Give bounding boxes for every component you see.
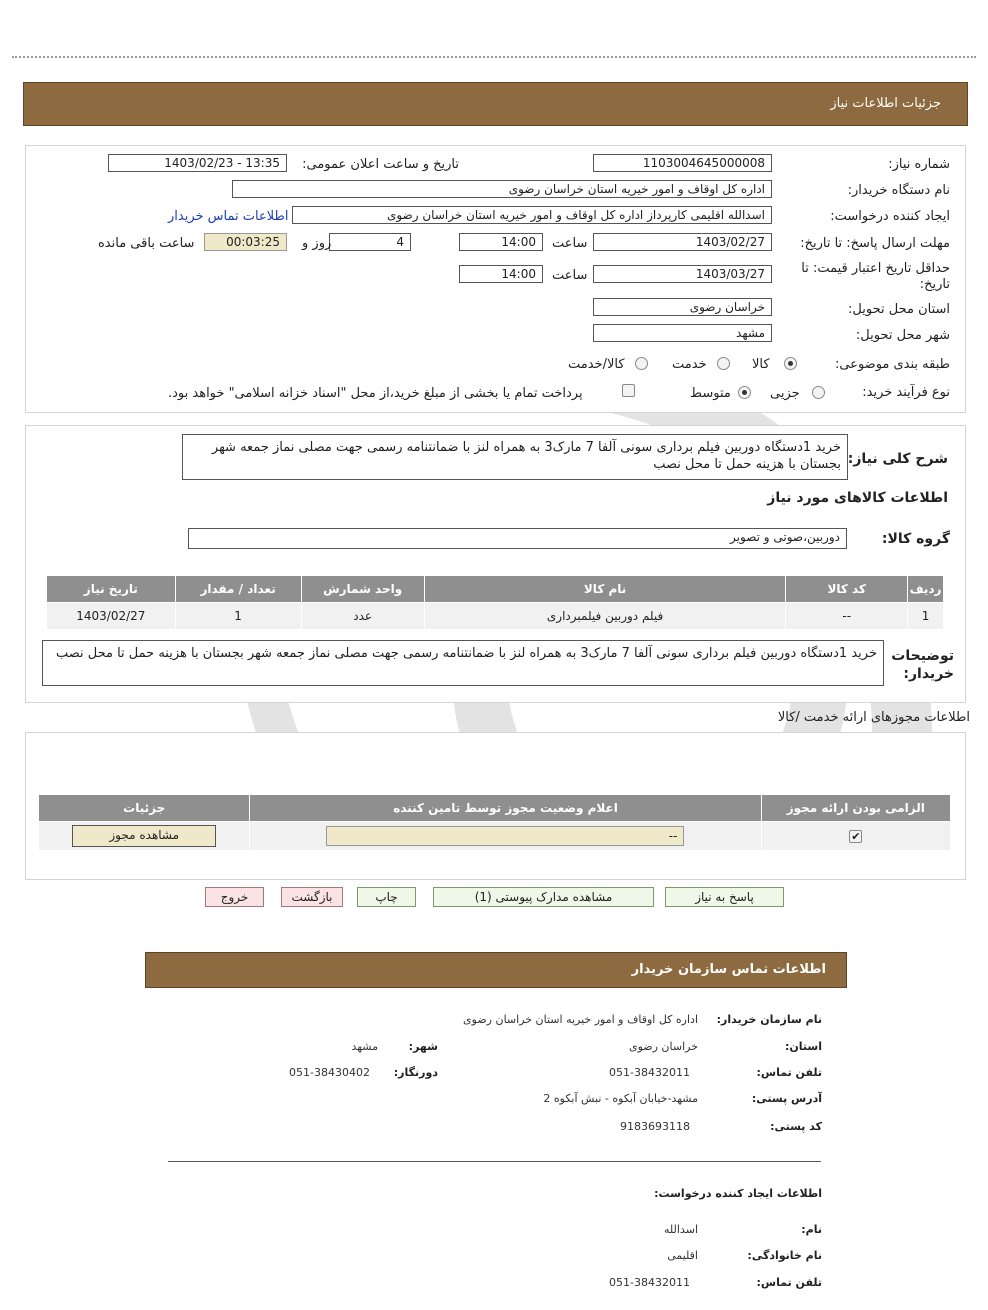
deadline-date-field: 1403/02/27 (593, 233, 772, 251)
process-medium-label: متوسط (690, 386, 731, 401)
creator-field: اسدالله اقلیمی کارپرداز اداره کل اوقاف و امور خیریه استان خراسان رضوی (292, 206, 772, 224)
creator-label: ایجاد کننده درخواست: (830, 209, 950, 224)
days-label: روز و (302, 236, 332, 251)
category-both-radio[interactable] (635, 357, 648, 370)
process-minor-label: جزیی (770, 386, 800, 401)
cell-unit: عدد (301, 603, 424, 630)
name-value: اسدالله (664, 1223, 698, 1236)
family-label: نام خانوادگی: (747, 1249, 822, 1262)
deadline-hour-label: ساعت (552, 236, 588, 251)
treasury-payment-note: پرداخت تمام یا بخشی از مبلغ خرید،از محل "اسناد خزانه اسلامی" خواهد بود. (168, 386, 583, 401)
org-label: نام سازمان خریدار: (716, 1013, 822, 1026)
col-permit-required: الزامی بودن ارائه مجوز (761, 795, 950, 822)
back-button[interactable]: بازگشت (281, 887, 343, 907)
col-permit-details: جزئیات (39, 795, 250, 822)
buyer-notes-text: خرید 1دستگاه دوربین فیلم برداری سونی آلفا 7 مارک3 به همراه لنز با ضمانتنامه رسمی جهت مصلی نماز جمعه شهر بجستان با هزینه حمل تا محل نصب (42, 640, 884, 686)
category-label: طبقه بندی موضوعی: (834, 357, 950, 372)
address-label: آدرس پستی: (751, 1092, 822, 1105)
category-goods-radio[interactable] (784, 357, 797, 370)
org-value: اداره کل اوقاف و امور خیریه استان خراسان رضوی (463, 1013, 698, 1026)
treasury-payment-checkbox[interactable] (622, 384, 635, 397)
cell-name: فیلم دوربین فیلمبرداری (424, 603, 786, 630)
deadline-label: مهلت ارسال پاسخ: تا تاریخ: (800, 236, 950, 251)
top-divider (12, 56, 976, 58)
phone-value: 051-38432011 (609, 1066, 690, 1079)
goods-group-field: دوربین،صوتی و تصویر (188, 528, 847, 549)
phone-label: تلفن تماس: (756, 1066, 822, 1079)
remaining-time-field: 00:03:25 (204, 233, 287, 251)
view-permit-button[interactable]: مشاهده مجوز (72, 825, 216, 847)
goods-group-label: گروه کالا: (881, 531, 950, 547)
process-medium-radio[interactable] (738, 386, 751, 399)
days-field: 4 (329, 233, 411, 251)
contact-panel-header (145, 952, 847, 988)
name-label: نام: (801, 1223, 822, 1236)
province-label: استان محل تحویل: (848, 302, 950, 317)
col-row: ردیف (908, 576, 944, 603)
validity-time-field: 14:00 (459, 265, 543, 283)
contact-province-value: خراسان رضوی (628, 1040, 698, 1053)
print-button[interactable]: چاپ (357, 887, 416, 907)
cell-date: 1403/02/27 (47, 603, 176, 630)
col-name: نام کالا (424, 576, 786, 603)
creator-phone-label: تلفن تماس: (756, 1276, 822, 1289)
remaining-label: ساعت باقی مانده (98, 236, 195, 251)
family-value: اقلیمی (667, 1249, 698, 1262)
cell-row: 1 (908, 603, 944, 630)
col-qty: تعداد / مقدار (175, 576, 301, 603)
city-label: شهر محل تحویل: (855, 328, 950, 343)
col-permit-status: اعلام وضعیت مجوز توسط تامین کننده (250, 795, 761, 822)
exit-button[interactable]: خروج (205, 887, 264, 907)
col-date: تاریخ نیاز (47, 576, 176, 603)
cell-code: -- (786, 603, 908, 630)
buyer-notes-label: توضیحات خریدار: (891, 648, 954, 682)
contact-city-value: مشهد (351, 1040, 378, 1053)
panel-title: جزئیات اطلاعات نیاز (830, 96, 941, 111)
fax-label: دورنگار: (393, 1066, 438, 1079)
attachments-button[interactable]: مشاهده مدارک پیوستی (1) (433, 887, 654, 907)
postal-value: 9183693118 (620, 1120, 690, 1133)
contact-panel-title: اطلاعات تماس سازمان خریدار (631, 962, 826, 977)
buyer-contact-link[interactable]: اطلاعات تماس خریدار (168, 209, 289, 224)
col-code: کد کالا (786, 576, 908, 603)
creator-info-title: اطلاعات ایجاد کننده درخواست: (654, 1187, 822, 1200)
contact-divider (168, 1161, 821, 1162)
creator-phone-value: 051-38432011 (609, 1276, 690, 1289)
permit-required-cell (761, 822, 950, 851)
city-field: مشهد (593, 324, 772, 342)
permit-status-field: -- (326, 826, 684, 846)
deadline-time-field: 14:00 (459, 233, 543, 251)
province-field: خراسان رضوی (593, 298, 772, 316)
category-service-radio[interactable] (717, 357, 730, 370)
contact-city-label: شهر: (408, 1040, 438, 1053)
validity-label: حداقل تاریخ اعتبار قیمت: تا تاریخ: (801, 261, 950, 292)
goods-info-title: اطلاعات کالاهای مورد نیاز (767, 490, 948, 506)
table-row (47, 603, 944, 630)
permit-details-cell (39, 822, 250, 851)
need-number-field: 1103004645000008 (593, 154, 772, 172)
category-both-label: کالا/خدمت (568, 357, 625, 372)
permit-status-cell (250, 822, 761, 851)
address-value: مشهد-خیابان آبکوه - نبش آبکوه 2 (543, 1092, 698, 1105)
permits-title: اطلاعات مجوزهای ارائه خدمت /کالا (777, 710, 970, 725)
buyer-label: نام دستگاه خریدار: (847, 183, 950, 198)
contact-province-label: استان: (785, 1040, 822, 1053)
validity-hour-label: ساعت (552, 268, 588, 283)
col-unit: واحد شمارش (301, 576, 424, 603)
cell-qty: 1 (175, 603, 301, 630)
category-goods-label: کالا (752, 357, 770, 372)
permit-required-checkbox[interactable]: ✔ (851, 830, 861, 843)
postal-label: کد پستی: (770, 1120, 822, 1133)
table-row (39, 822, 951, 851)
fax-value: 051-38430402 (289, 1066, 370, 1079)
announce-field: 1403/02/23 - 13:35 (108, 154, 287, 172)
category-service-label: خدمت (672, 357, 707, 372)
summary-text: خرید 1دستگاه دوربین فیلم برداری سونی آلفا 7 مارک3 به همراه لنز با ضمانتنامه رسمی جهت مصلی نماز جمعه شهر بجستان با هزینه حمل تا محل نصب (182, 434, 848, 480)
permits-table (38, 794, 951, 851)
process-label: نوع فرآیند خرید: (862, 385, 950, 400)
goods-table (46, 575, 944, 630)
details-panel-header (23, 82, 968, 126)
validity-date-field: 1403/03/27 (593, 265, 772, 283)
need-number-label: شماره نیاز: (888, 157, 950, 172)
reply-button[interactable]: پاسخ به نیاز (665, 887, 784, 907)
buyer-field: اداره کل اوقاف و امور خیریه استان خراسان رضوی (232, 180, 772, 198)
announce-label: تاریخ و ساعت اعلان عمومی: (302, 157, 459, 172)
process-minor-radio[interactable] (812, 386, 825, 399)
summary-label: شرح کلی نیاز: (847, 451, 948, 467)
